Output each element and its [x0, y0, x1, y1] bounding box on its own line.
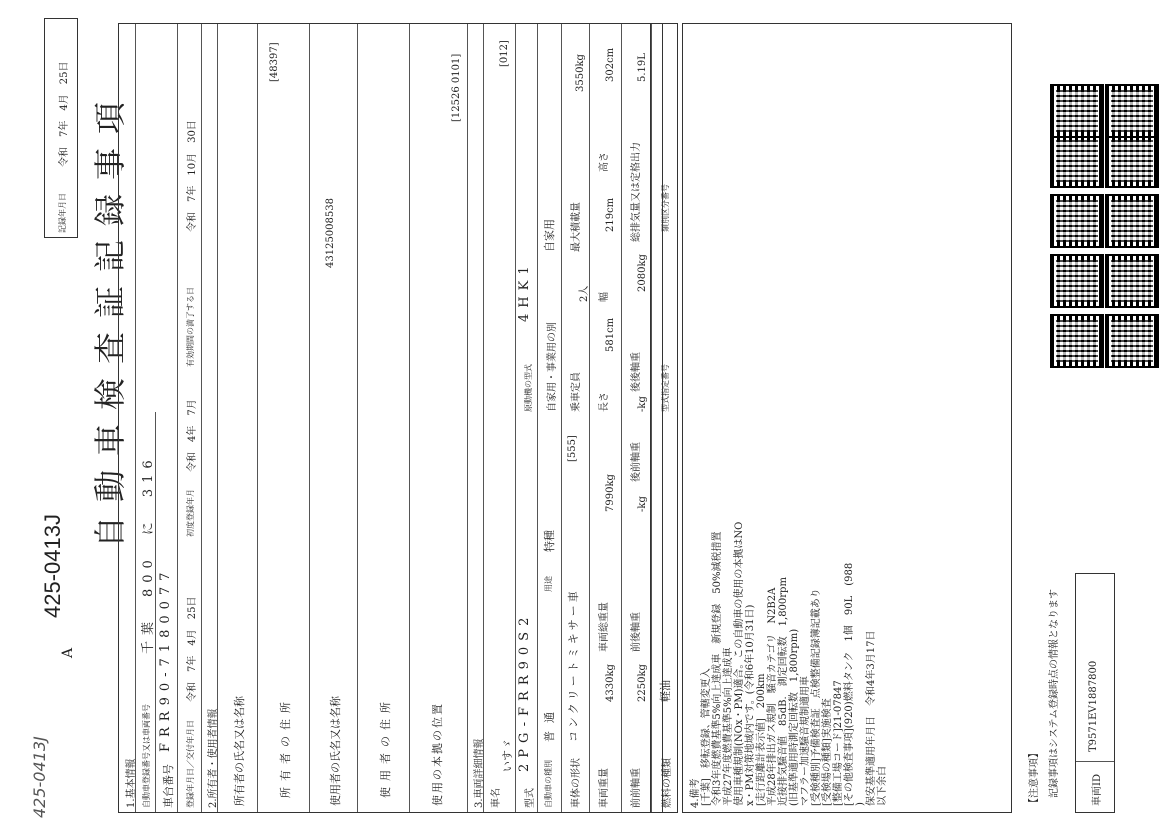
rf-axle-label: 後前軸重 [631, 442, 642, 482]
weight-value: 4330kg [605, 664, 616, 702]
user-address-label: 使用者の住所 [379, 696, 392, 798]
height-value: 302cm [605, 47, 616, 82]
base-location-label: 使用の本拠の位置 [431, 702, 444, 806]
vehicle-id-value: T9571EV1887800 [1088, 660, 1099, 752]
vehicle-id-label: 車両ID [1092, 774, 1103, 806]
caution-text: 記録事項はシステム登録時点の情報となります [1049, 589, 1060, 798]
body-label: 車体の形状 [571, 758, 582, 808]
class-number-label: 類別区分番号 [661, 184, 670, 232]
fr-axle-value: -kg [637, 496, 648, 512]
fuel-label: 燃料の種類 [662, 758, 673, 808]
user-name-label: 使用者の氏名又は名称 [329, 696, 342, 806]
displacement-label: 総排気量又は定格出力 [631, 142, 642, 242]
notes-box [682, 23, 1012, 813]
body-value: コンクリートミキサー車 [567, 588, 580, 742]
maker-label: 車名 [491, 788, 502, 808]
owner-address-label: 所有者の住所 [279, 696, 292, 798]
capacity-label: 乗車定員 [571, 372, 582, 412]
model-value: 2PG-FRR90S2 [517, 611, 532, 772]
qr-code-7 [1105, 254, 1159, 308]
base-location-code: [12526 0101] [451, 53, 462, 122]
use-value: 特種 [543, 530, 556, 552]
reg-number-label: 自動車登録番号又は車両番号 [142, 704, 151, 808]
weight-label: 車両重量 [599, 768, 610, 808]
first-reg-value: 令和 4年 7月 [187, 399, 198, 472]
use-type-value: 自家用 [543, 219, 556, 252]
page-title: 自動車検査証記録事項 [91, 87, 129, 548]
owner-address-code: [48397] [269, 42, 280, 82]
chassis-label: 車台番号 [162, 764, 175, 808]
length-label: 長さ [599, 392, 610, 412]
max-load-value: 3550kg [575, 54, 586, 92]
rf-axle-value: -kg [637, 396, 648, 412]
type-number-label: 型式指定番号 [661, 364, 670, 412]
serial-number: 43125008538 [325, 198, 336, 268]
maker-code: [012] [499, 40, 510, 67]
max-load-label: 最大積載量 [571, 202, 582, 252]
expiry-value: 令和 7年 10月 30日 [187, 120, 198, 232]
qr-code-3 [1050, 194, 1104, 248]
record-date-value: 令和 7年 4月 25日 [59, 61, 70, 167]
caution-title: 【注意事項】 [1029, 748, 1040, 808]
fuel-row [650, 23, 678, 813]
maker-value: いすゞ [501, 739, 514, 772]
body-code: [555] [567, 435, 578, 462]
engine-label: 原動機の型式 [524, 364, 533, 412]
record-date-box [44, 18, 78, 238]
rr-axle-value: 2080kg [637, 254, 648, 292]
fr-axle-label: 前後軸重 [631, 612, 642, 652]
ff-axle-value: 2250kg [637, 664, 648, 702]
fuel-value: 軽油 [659, 680, 672, 702]
first-reg-label: 初度登録年月 [186, 489, 195, 537]
model-label: 型式 [525, 788, 536, 808]
qr-code-10 [1105, 84, 1159, 138]
width-label: 幅 [599, 292, 610, 302]
qr-code-1 [1050, 314, 1104, 368]
qr-code-6 [1105, 314, 1159, 368]
gross-label: 車両総重量 [599, 602, 610, 652]
qr-code-8 [1105, 194, 1159, 248]
expiry-label: 有効期間の満了する日 [186, 287, 195, 367]
use-type-label: 自家用・事業用の別 [547, 322, 558, 412]
ff-axle-label: 前前軸重 [631, 768, 642, 808]
kind-value: 普通 [543, 704, 556, 742]
section-vehicle-detail: 3.車両詳細情報 [474, 738, 485, 808]
letter-a: A [60, 647, 76, 658]
reg-date-value: 令和 7年 4月 25日 [187, 596, 198, 702]
qr-code-2 [1050, 254, 1104, 308]
capacity-value: 2人 [579, 285, 590, 302]
gross-value: 7990kg [605, 474, 616, 512]
vehicle-id-box [1075, 573, 1115, 813]
qr-code-4 [1050, 134, 1104, 188]
width-value: 219cm [605, 197, 616, 232]
rr-axle-label: 後後軸重 [631, 352, 642, 392]
notes-text: [千葉] 移転登録、管轄変更入 令和3年度燃費基準5%向上達成車 新規登録 50%減税措置 平成27年度燃費基準5%向上達成車 使用車種規制(NOx・PM)適合。この自動車の使用の本拠はNO x・PM対策地域内です。(令和6年10月31日) [走行距離計表示値] 200km 平成28年排出ガス規制 騒音カテゴリ N2B2A 近接排気騒音値 85dB. 測定回転数 1,800rpm (旧基準適用時測定回転数 1,800rpm) マフラー加速騒音規制適用車 [受検種別]予備検査証 点検整備記録簿記載あり [受検場の種類]実施検査 [整備工場コード]21-07847 [その他検査事項](920)燃料タンク 1個 90L (988 ) 保安基準適用年月日 令和4年3月17日 以下余白 [701, 521, 888, 806]
record-date-label: 記録年月日 [58, 193, 67, 233]
section-owner-info: 2.所有者・使用者情報 [208, 708, 219, 808]
kind-label: 自動車の種別 [544, 760, 553, 808]
reg-number-value: 千葉 800 に 316 [141, 454, 156, 654]
section-notes: 4.備考 [690, 778, 701, 808]
owner-name-label: 所有者の氏名又は名称 [233, 696, 246, 806]
height-label: 高さ [599, 152, 610, 172]
engine-value: 4HK1 [517, 260, 532, 322]
reg-date-label: 登録年月日／交付年月日 [186, 720, 195, 808]
use-label: 用途 [544, 576, 553, 592]
handwritten-note: 425-0413J [30, 736, 49, 818]
main-form [118, 23, 663, 813]
displacement-value: 5.19L [637, 53, 648, 82]
section-basic-info: 1.基本情報 [126, 758, 137, 808]
length-value: 581cm [605, 317, 616, 352]
chassis-value: FRR90-7180077 [158, 566, 173, 752]
qr-code-5 [1050, 84, 1104, 138]
document-code: 425-0413J [40, 514, 65, 618]
qr-code-9 [1105, 134, 1159, 188]
